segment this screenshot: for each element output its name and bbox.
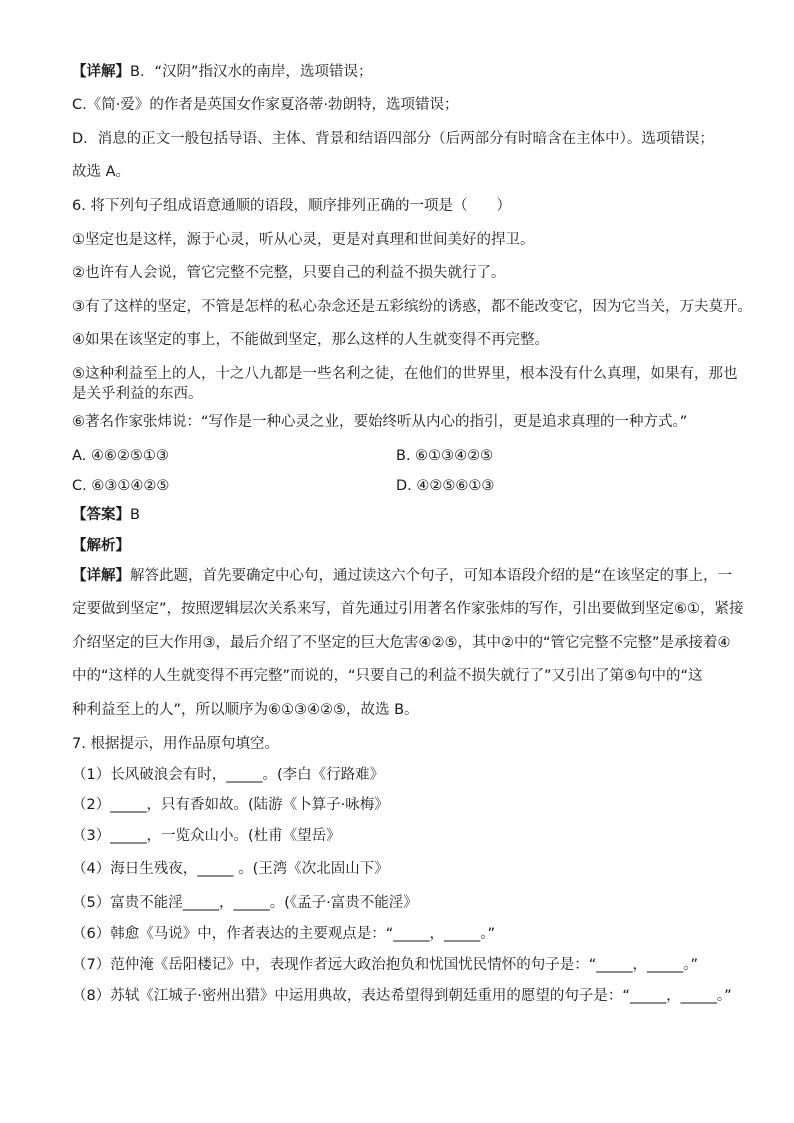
- sentence-6: ⑥著名作家张炜说：“写作是一种心灵之业，要始终听从内心的指引，更是追求真理的一种方式。”: [72, 414, 688, 430]
- option-a: A. ④⑥②⑤①③: [72, 448, 169, 464]
- detail-tag: 【详解】: [72, 64, 130, 80]
- detail-tag: 【详解】: [72, 568, 130, 584]
- analysis-tag: [72, 536, 130, 556]
- answer-tag: 【答案】: [72, 507, 130, 523]
- sentence-4: ④如果在该坚定的事上，不能做到坚定，那么这样的人生就变得不再完整。: [72, 332, 549, 348]
- answer-line: [72, 505, 140, 525]
- detail-text: D．消息的正文一般包括导语、主体、背景和结语四部分（后两部分有时暗含在主体中）。选项错误；: [72, 131, 714, 147]
- detail-line: [72, 62, 372, 82]
- sentence-5-cont: 是关乎利益的东西。: [72, 386, 203, 402]
- question-6-stem: 6. 将下列句子组成语意通顺的语段，顺序排列正确的一项是（ ）: [72, 198, 511, 214]
- detail-text: 种利益至上的人”，所以顺序为⑥①③④②⑤，故选 B。: [72, 702, 419, 718]
- analysis-tag-text: 【解析】: [72, 538, 130, 554]
- fill-item-5: （5）富贵不能淫_____，_____。(《孟子·富贵不能淫》: [72, 895, 418, 911]
- fill-item-3: （3）_____，一览众山小。(杜甫《望岳》: [72, 828, 341, 844]
- fill-item-1: （1）长风破浪会有时，_____。(李白《行路难》: [72, 767, 385, 783]
- option-b: B. ⑥①③④②⑤: [396, 448, 494, 464]
- detail-text: B．“汉阴”指汉水的南岸，选项错误；: [130, 64, 373, 80]
- detail-line: [72, 566, 732, 586]
- detail-text: 定要做到坚定”，按照逻辑层次关系来写，首先通过引用著名作家张炜的写作，引出要做到坚定⑥①，紧接: [72, 601, 744, 617]
- fill-item-2: （2）_____，只有香如故。(陆游《卜算子·咏梅》: [72, 797, 389, 813]
- conclusion-text: 故选 A。: [72, 164, 131, 180]
- sentence-1: ①坚定也是这样，源于心灵，听从心灵，更是对真理和世间美好的捍卫。: [72, 232, 535, 248]
- sentence-5: ⑤这种利益至上的人，十之八九都是一些名利之徒，在他们的世界里，根本没有什么真理，如果有，那也: [72, 366, 738, 382]
- fill-item-4: （4）海日生残夜，_____ 。(王湾《次北固山下》: [72, 861, 389, 877]
- fill-item-8: （8）苏轼《江城子·密州出猎》中运用典故，表达希望得到朝廷重用的愿望的句子是：“_____，_____。”: [72, 988, 732, 1004]
- question-7-stem: 7. 根据提示，用作品原句填空。: [72, 736, 279, 752]
- detail-text: 介绍坚定的巨大作用③，最后介绍了不坚定的巨大危害④②⑤，其中②中的“管它完整不完整”是承接着④: [72, 635, 731, 651]
- sentence-2: ②也许有人会说，管它完整不完整，只要自己的利益不损失就行了。: [72, 265, 506, 281]
- answer-value: B: [130, 507, 140, 523]
- sentence-3: ③有了这样的坚定，不管是怎样的私心杂念还是五彩缤纷的诱惑，都不能改变它，因为它当关，万夫莫开。: [72, 299, 752, 315]
- option-c: C. ⑥③①④②⑤: [72, 478, 170, 494]
- option-d: D. ④②⑤⑥①③: [396, 478, 495, 494]
- detail-text: 解答此题，首先要确定中心句，通过读这六个句子，可知本语段介绍的是“在该坚定的事上，一: [130, 568, 733, 584]
- detail-text: 中的“这样的人生就变得不再完整”而说的，“只要自己的利益不损失就行了”又引出了第⑤句中的“这: [72, 668, 703, 684]
- fill-item-7: （7）范仲淹《岳阳楼记》中，表现作者远大政治抱负和忧国忧民情怀的句子是：“_____，_____。”: [72, 957, 698, 973]
- detail-text: C.《简·爱》的作者是英国女作家夏洛蒂·勃朗特，选项错误；: [72, 97, 459, 113]
- fill-item-6: （6）韩愈《马说》中，作者表达的主要观点是：“_____，_____。”: [72, 926, 495, 942]
